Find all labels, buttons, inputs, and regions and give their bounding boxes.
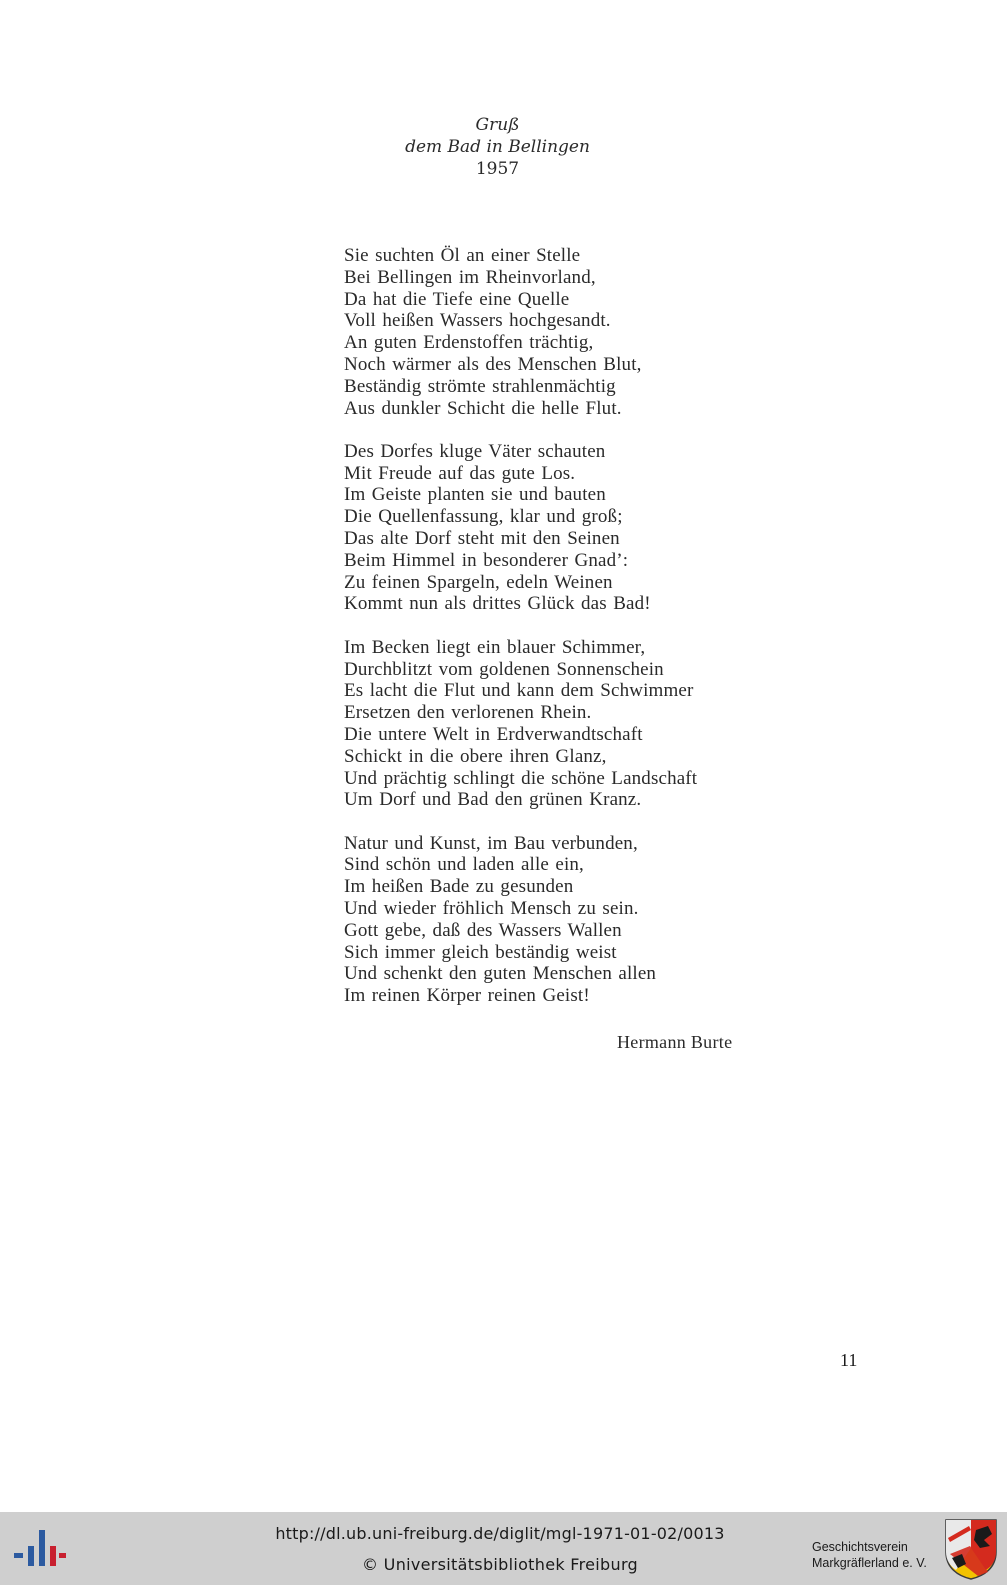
poem-line: Sind schön und laden alle ein, <box>344 854 584 876</box>
poem-line: Noch wärmer als des Menschen Blut, <box>344 353 642 375</box>
poem-line: Um Dorf und Bad den grünen Kranz. <box>344 789 642 811</box>
coat-of-arms-icon <box>944 1518 998 1580</box>
poem-line: Im Becken liegt ein blauer Schimmer, <box>344 636 646 658</box>
poem-title: Gruß <box>475 115 520 135</box>
poem-line: Voll heißen Wassers hochgesandt. <box>344 310 611 332</box>
poem-line: Schickt in die obere ihren Glanz, <box>344 745 607 767</box>
poem-line: Da hat die Tiefe eine Quelle <box>344 288 570 310</box>
ub-freiburg-logo-icon[interactable] <box>14 1528 66 1572</box>
poem-line: Und prächtig schlingt die schöne Landschaft <box>344 767 698 789</box>
copyright-notice: © Universitätsbibliothek Freiburg <box>362 1555 638 1574</box>
poem-line: Sich immer gleich beständig weist <box>344 941 617 963</box>
poem-line: Die untere Welt in Erdverwandtschaft <box>344 723 643 745</box>
poem-line: Mit Freude auf das gute Los. <box>344 462 576 484</box>
poem-line: Bei Bellingen im Rheinvorland, <box>344 266 596 288</box>
stanza <box>344 245 697 419</box>
poem-line: Zu feinen Spargeln, edeln Weinen <box>344 571 613 593</box>
society-name <box>812 1539 927 1571</box>
stanza <box>344 637 697 811</box>
poem-line: Aus dunkler Schicht die helle Flut. <box>344 397 622 419</box>
poem-line: Beständig strömte strahlenmächtig <box>344 375 616 397</box>
poem-subtitle: dem Bad in Bellingen <box>405 137 590 157</box>
poem-year: 1957 <box>475 159 520 179</box>
permalink-url[interactable]: http://dl.ub.uni-freiburg.de/diglit/mgl-1971-01-02/0013 <box>275 1524 725 1543</box>
poem-line: Natur und Kunst, im Bau verbunden, <box>344 832 638 854</box>
stanza <box>344 833 697 1007</box>
poem-line: An guten Erdenstoffen trächtig, <box>344 332 594 354</box>
poem-line: Beim Himmel in besonderer Gnad’: <box>344 549 629 571</box>
poem-line: Durchblitzt vom goldenen Sonnenschein <box>344 658 664 680</box>
poem-line: Es lacht die Flut und kann dem Schwimmer <box>344 680 694 702</box>
poem-line: Ersetzen den verlorenen Rhein. <box>344 702 592 724</box>
stanza <box>344 441 697 615</box>
society-name-line: Geschichtsverein <box>812 1540 908 1554</box>
poem-line: Und schenkt den guten Menschen allen <box>344 963 657 985</box>
poem-line: Des Dorfes kluge Väter schauten <box>344 440 606 462</box>
poem-line: Sie suchten Öl an einer Stelle <box>344 245 581 266</box>
poem-line: Im Geiste planten sie und bauten <box>344 484 606 506</box>
poem-line: Das alte Dorf steht mit den Seinen <box>344 528 620 550</box>
page-number: 11 <box>840 1350 858 1370</box>
poem-line: Im reinen Körper reinen Geist! <box>344 985 590 1007</box>
author-name: Hermann Burte <box>617 1032 733 1052</box>
poem-line: Und wieder fröhlich Mensch zu sein. <box>344 898 639 920</box>
footer-bar <box>0 1512 1007 1585</box>
society-name-line: Markgräflerland e. V. <box>812 1556 927 1570</box>
poem-line: Im heißen Bade zu gesunden <box>344 876 574 898</box>
poem-title-block <box>380 114 615 180</box>
poem-body <box>344 245 697 1007</box>
poem-line: Gott gebe, daß des Wassers Wallen <box>344 919 622 941</box>
poem-line: Die Quellenfassung, klar und groß; <box>344 506 623 528</box>
poem-line: Kommt nun als drittes Glück das Bad! <box>344 593 651 615</box>
